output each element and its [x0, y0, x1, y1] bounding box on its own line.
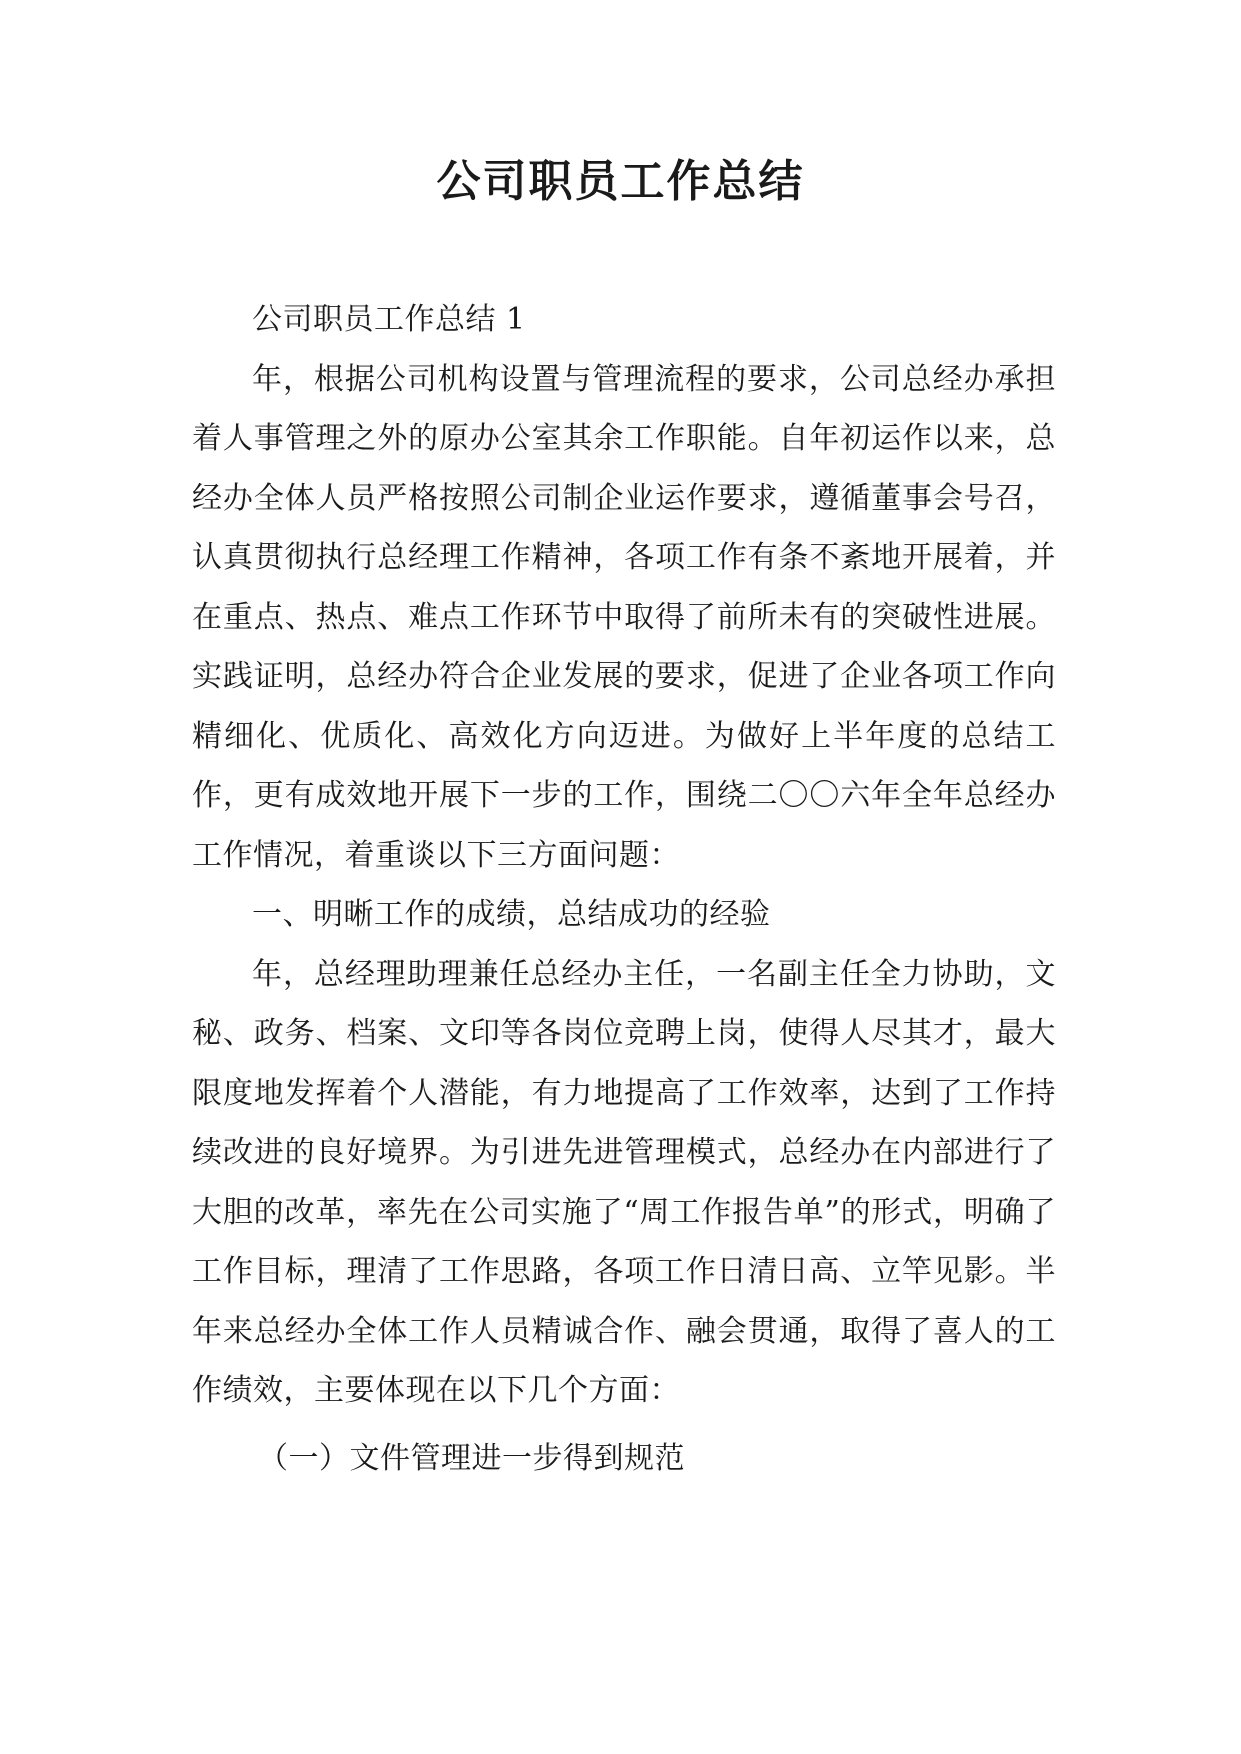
document-body: [192, 290, 1056, 1488]
part-one-heading: 一、明晰工作的成绩，总结成功的经验: [252, 897, 771, 932]
section-heading: 公司职员工作总结 1: [252, 302, 526, 337]
document-title: 公司职员工作总结: [436, 156, 805, 207]
part-one-paragraph: 年，总经理助理兼任总经办主任，一名副主任全力协助，文秘、政务、档案、文印等各岗位竞聘上岗，使得人尽其才，最大限度地发挥着个人潜能，有力地提高了工作效率，达到了工作持续改进的良好境界。为引进先进管理模式，总经办在内部进行了大胆的改革，率先在公司实施了“周工作报告单”的形式，明确了工作目标，理清了工作思路，各项工作日清日高、立竿见影。半年来总经办全体工作人员精诚合作、融会贯通，取得了喜人的工作绩效，主要体现在以下几个方面：: [192, 956, 1056, 1408]
subsection-heading: （一）文件管理进一步得到规范: [258, 1440, 685, 1476]
intro-paragraph: 年，根据公司机构设置与管理流程的要求，公司总经办承担着人事管理之外的原办公室其余工作职能。自年初运作以来，总经办全体人员严格按照公司制企业运作要求，遵循董事会号召，认真贯彻执行总经理工作精神，各项工作有条不紊地开展着，并在重点、热点、难点工作环节中取得了前所未有的突破性进展。实践证明，总经办符合企业发展的要求，促进了企业各项工作向精细化、优质化、高效化方向迈进。为做好上半年度的总结工作，更有成效地开展下一步的工作，围绕二〇〇六年全年总经办工作情况，着重谈以下三方面问题：: [192, 361, 1056, 873]
